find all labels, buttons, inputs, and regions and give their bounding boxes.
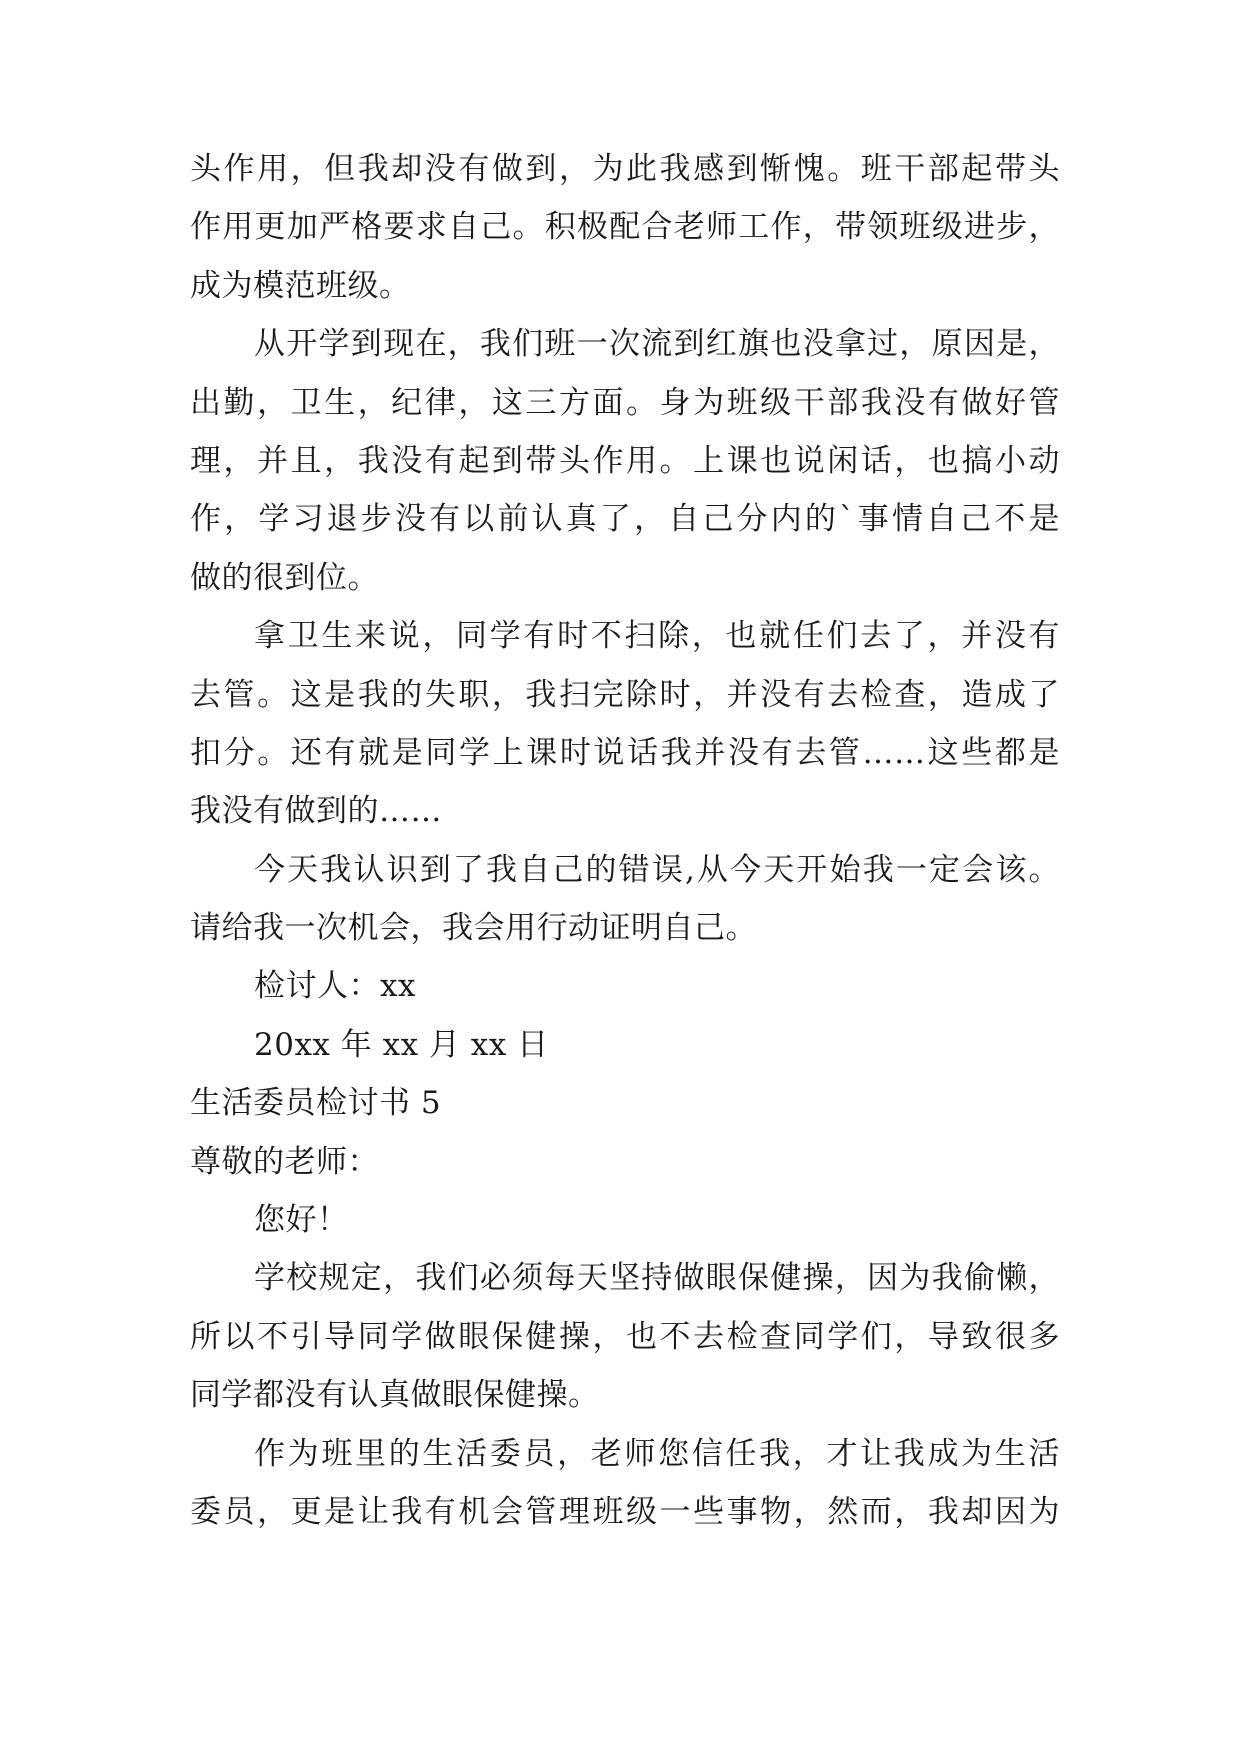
text-line: 理，并且，我没有起到带头作用。上课也说闲话，也搞小动: [190, 442, 1060, 479]
text-line: 委员，更是让我有机会管理班级一些事物，然而，我却因为: [190, 1493, 1060, 1530]
paragraph-start-line: 拿卫生来说，同学有时不扫除，也就任们去了，并没有: [254, 618, 1060, 655]
text-line: 去管。这是我的失职，我扫完除时，并没有去检查，造成了: [190, 676, 1060, 713]
text-line: 作用更加严格要求自己。积极配合老师工作，带领班级进步，: [190, 209, 1060, 246]
paragraph-start-line: 作为班里的生活委员，老师您信任我，才让我成为生活: [254, 1435, 1060, 1472]
greeting: 您好！: [254, 1202, 349, 1239]
paragraph-start-line: 学校规定，我们必须每天坚持做眼保健操，因为我偷懒，: [254, 1260, 1060, 1297]
text-line: 扣分。还有就是同学上课时说话我并没有去管……这些都是: [190, 734, 1060, 771]
signature-line: 检讨人：xx: [254, 968, 416, 1005]
text-line: 请给我一次机会，我会用行动证明自己。: [190, 910, 757, 947]
paragraph-start-line: 今天我认识到了我自己的错误,从今天开始我一定会该。: [254, 851, 1060, 888]
text-line: 成为模范班级。: [190, 267, 411, 304]
text-line: 做的很到位。: [190, 559, 379, 596]
text-line: 头作用，但我却没有做到，为此我感到惭愧。班干部起带头: [190, 151, 1060, 187]
salutation: 尊敬的老师：: [190, 1143, 379, 1180]
text-line: 同学都没有认真做眼保健操。: [190, 1377, 600, 1414]
section-title: 生活委员检讨书 5: [190, 1085, 442, 1122]
text-line: 我没有做到的……: [190, 793, 442, 830]
document-page: [190, 140, 1060, 1541]
date-line: 20xx 年 xx 月 xx 日: [254, 1026, 549, 1063]
paragraph-start-line: 从开学到现在，我们班一次流到红旗也没拿过，原因是，: [254, 326, 1060, 363]
text-line: 所以不引导同学做眼保健操，也不去检查同学们，导致很多: [190, 1318, 1060, 1355]
text-line: 出勤，卫生，纪律，这三方面。身为班级干部我没有做好管: [190, 384, 1060, 421]
text-line: 作，学习退步没有以前认真了，自己分内的`事情自己不是: [190, 501, 1060, 538]
